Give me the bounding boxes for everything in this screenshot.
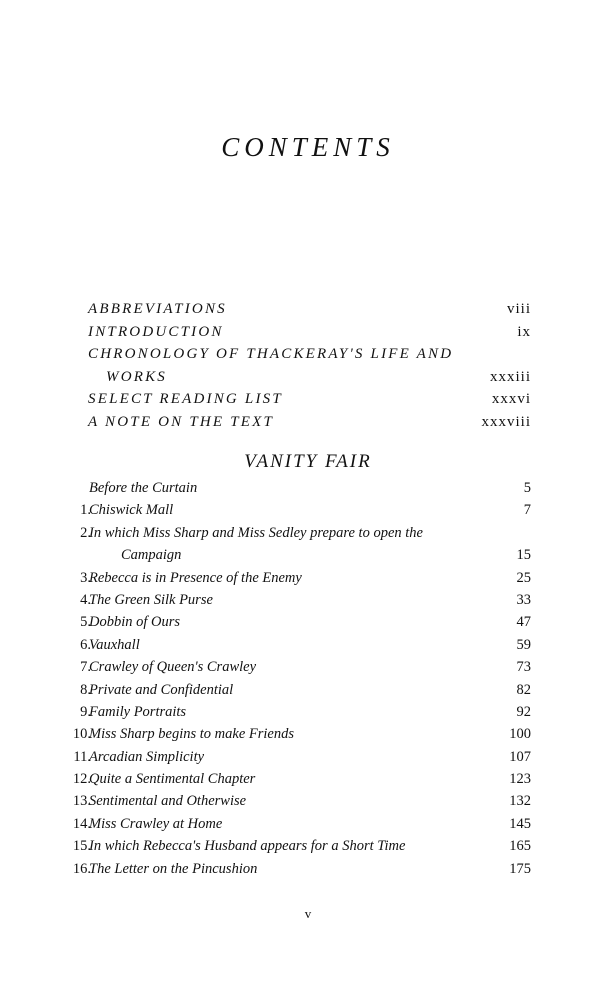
chapter-number: 7. <box>80 659 91 676</box>
chapter-number: 14. <box>72 815 91 832</box>
chapter-title: Miss Crawley at Home <box>89 815 223 832</box>
chapter-entry-2-cont[interactable] <box>40 544 531 566</box>
front-matter-item-note-on-text[interactable] <box>88 411 531 434</box>
chapter-page: 7 <box>523 502 531 519</box>
chapter-number: 10. <box>72 726 91 743</box>
chapter-list <box>40 477 531 880</box>
chapter-title: Rebecca is in Presence of the Enemy <box>89 569 302 586</box>
chapter-page: 92 <box>516 703 531 720</box>
chapter-page: 132 <box>509 793 531 810</box>
chapter-page: 25 <box>516 569 531 586</box>
chapter-title: Dobbin of Ours <box>89 614 181 631</box>
chapter-title-continued: Campaign <box>121 547 182 564</box>
chapter-entry-7[interactable] <box>40 656 531 678</box>
chapter-entry-9[interactable] <box>40 701 531 723</box>
chapter-entry-10[interactable] <box>40 723 531 745</box>
chapter-page: 47 <box>516 614 531 631</box>
chapter-entry-8[interactable] <box>40 679 531 701</box>
chapter-title: Family Portraits <box>89 703 187 720</box>
chapter-number: 2. <box>80 524 91 541</box>
chapter-page: 82 <box>516 681 531 698</box>
chapter-number: 8. <box>80 681 91 698</box>
page-folio: v <box>304 906 312 921</box>
chapter-page: 100 <box>509 726 531 743</box>
front-matter-title: SELECT READING LIST <box>88 391 283 408</box>
chapter-title: In which Miss Sharp and Miss Sedley prepare to open the <box>89 524 423 541</box>
chapter-number: 6. <box>80 636 91 653</box>
chapter-number: 9. <box>80 703 91 720</box>
front-matter-list <box>88 298 531 434</box>
front-matter-page: xxxiii <box>489 368 531 385</box>
front-matter-page: xxxvi <box>491 391 531 408</box>
chapter-entry-15[interactable] <box>40 835 531 857</box>
front-matter-item-chronology[interactable] <box>88 343 531 366</box>
chapter-number: 12. <box>72 771 91 788</box>
chapter-entry-14[interactable] <box>40 813 531 835</box>
chapter-entry-5[interactable] <box>40 611 531 633</box>
page-title: CONTENTS <box>221 132 395 162</box>
front-matter-page: viii <box>506 301 531 317</box>
chapter-title: Sentimental and Otherwise <box>89 793 247 810</box>
chapter-entry-11[interactable] <box>40 746 531 768</box>
chapter-number: 3. <box>80 569 91 586</box>
chapter-entry-12[interactable] <box>40 768 531 790</box>
chapter-page: 73 <box>516 659 531 676</box>
chapter-number: 11. <box>73 748 91 765</box>
front-matter-page: ix <box>517 323 531 340</box>
chapter-page: 15 <box>516 547 531 564</box>
chapter-title: Vauxhall <box>89 636 140 653</box>
chapter-entry-1[interactable] <box>40 499 531 521</box>
front-matter-item-abbreviations[interactable] <box>88 298 531 321</box>
chapter-page: 123 <box>509 771 531 788</box>
chapter-page: 145 <box>509 815 531 832</box>
chapter-title: Quite a Sentimental Chapter <box>89 771 256 788</box>
front-matter-item-introduction[interactable] <box>88 321 531 344</box>
chapter-title: The Green Silk Purse <box>89 591 213 608</box>
chapter-number: 1. <box>80 502 91 519</box>
front-matter-title: CHRONOLOGY OF THACKERAY'S LIFE AND <box>88 346 454 363</box>
chapter-number: 4. <box>80 591 91 608</box>
chapter-page: 59 <box>516 636 531 653</box>
front-matter-title: A NOTE ON THE TEXT <box>88 413 275 430</box>
front-matter-item-reading-list[interactable] <box>88 388 531 411</box>
front-matter-title: INTRODUCTION <box>88 323 224 340</box>
section-title: VANITY FAIR <box>244 451 372 472</box>
chapter-entry-2[interactable] <box>40 522 531 544</box>
chapter-title: Chiswick Mall <box>89 502 174 519</box>
chapter-number: 13. <box>72 793 91 810</box>
chapter-title: Before the Curtain <box>89 480 198 496</box>
chapter-page: 33 <box>516 591 531 608</box>
chapter-title: Crawley of Queen's Crawley <box>89 659 257 676</box>
chapter-number: 15. <box>72 838 91 855</box>
chapter-entry-6[interactable] <box>40 634 531 656</box>
preface-entry[interactable] <box>40 477 531 499</box>
front-matter-page: xxxviii <box>481 413 531 430</box>
chapter-title: In which Rebecca's Husband appears for a Short Time <box>89 838 406 855</box>
chapter-number: 16. <box>72 860 91 877</box>
chapter-page: 165 <box>509 838 531 855</box>
chapter-page: 5 <box>523 480 531 496</box>
chapter-title: The Letter on the Pincushion <box>89 860 258 877</box>
front-matter-item-chronology-cont[interactable] <box>88 366 531 389</box>
chapter-entry-3[interactable] <box>40 567 531 589</box>
chapter-number: 5. <box>80 614 91 631</box>
chapter-entry-16[interactable] <box>40 858 531 880</box>
chapter-entry-4[interactable] <box>40 589 531 611</box>
chapter-page: 175 <box>509 860 531 877</box>
front-matter-title: ABBREVIATIONS <box>88 301 227 317</box>
front-matter-title-continued: WORKS <box>106 368 167 385</box>
chapter-title: Private and Confidential <box>89 681 234 698</box>
chapter-page: 107 <box>509 748 531 765</box>
chapter-entry-13[interactable] <box>40 790 531 812</box>
chapter-title: Miss Sharp begins to make Friends <box>89 726 294 743</box>
chapter-title: Arcadian Simplicity <box>89 748 205 765</box>
